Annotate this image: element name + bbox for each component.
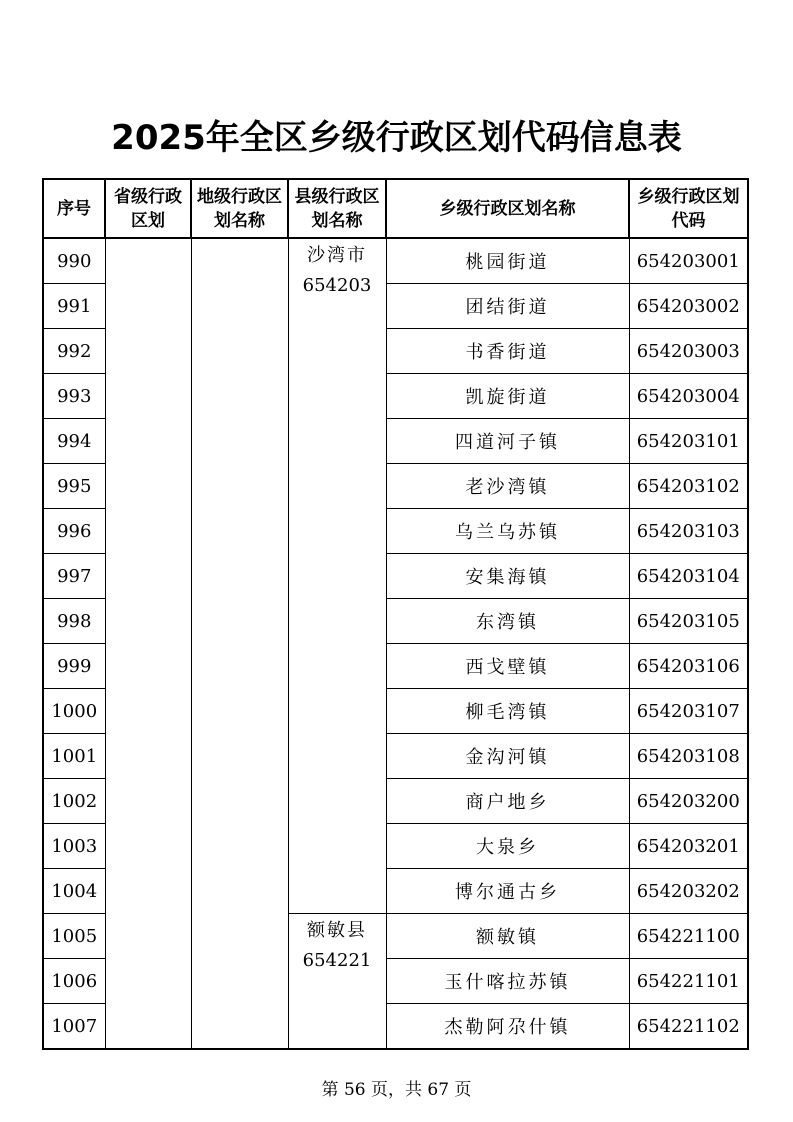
row-township-name-cell: 老沙湾镇 [386,464,629,509]
row-seq-cell: 1004 [43,869,105,914]
row-seq-cell: 991 [43,284,105,329]
row-township-name-cell: 乌兰乌苏镇 [386,509,629,554]
row-township-name-cell: 博尔通古乡 [386,869,629,914]
division-code-table [42,178,749,1050]
province-merged-cell [105,238,191,1049]
county-code: 654203 [302,275,372,296]
row-township-name-cell: 额敏镇 [386,914,629,959]
row-seq-cell: 996 [43,509,105,554]
county-cell [288,914,386,1050]
row-township-code-cell: 654203201 [629,824,748,869]
table-body [43,238,748,1049]
row-seq-cell: 1001 [43,734,105,779]
row-seq-cell: 1000 [43,689,105,734]
county-cell [288,238,386,914]
row-township-code-cell: 654221102 [629,1004,748,1050]
header-seq: 序号 [43,179,105,238]
header-code [629,179,748,238]
row-township-code-cell: 654203107 [629,689,748,734]
header-province-label: 省级行政区划 [114,186,182,231]
row-township-code-cell: 654203106 [629,644,748,689]
row-township-code-cell: 654203202 [629,869,748,914]
row-township-code-cell: 654203104 [629,554,748,599]
row-township-code-cell: 654203003 [629,329,748,374]
row-township-name-cell: 金沟河镇 [386,734,629,779]
header-prefecture-label: 地级行政区划名称 [197,186,282,231]
row-township-code-cell: 654221101 [629,959,748,1004]
row-township-name-cell: 东湾镇 [386,599,629,644]
header-province [105,179,191,238]
header-prefecture [191,179,288,238]
row-township-name-cell: 商户地乡 [386,779,629,824]
row-township-code-cell: 654203103 [629,509,748,554]
row-township-code-cell: 654203200 [629,779,748,824]
header-township: 乡级行政区划名称 [386,179,629,238]
row-seq-cell: 1007 [43,1004,105,1050]
header-code-label: 乡级行政区划代码 [637,186,740,231]
prefecture-merged-cell [191,238,288,1049]
row-seq-cell: 995 [43,464,105,509]
row-township-code-cell: 654203108 [629,734,748,779]
row-township-code-cell: 654203101 [629,419,748,464]
row-seq-cell: 990 [43,238,105,284]
county-name: 额敏县 [307,920,367,941]
row-seq-cell: 997 [43,554,105,599]
row-township-name-cell: 书香街道 [386,329,629,374]
row-township-code-cell: 654203102 [629,464,748,509]
row-seq-cell: 1003 [43,824,105,869]
row-township-name-cell: 玉什喀拉苏镇 [386,959,629,1004]
row-seq-cell: 992 [43,329,105,374]
row-township-name-cell: 杰勒阿尕什镇 [386,1004,629,1050]
header-county-label: 县级行政区划名称 [294,186,380,231]
row-seq-cell: 999 [43,644,105,689]
row-township-name-cell: 凯旋街道 [386,374,629,419]
row-seq-cell: 994 [43,419,105,464]
row-township-code-cell: 654203004 [629,374,748,419]
row-township-code-cell: 654203001 [629,238,748,284]
header-county [288,179,386,238]
row-seq-cell: 993 [43,374,105,419]
row-township-code-cell: 654221100 [629,914,748,959]
row-township-name-cell: 桃园街道 [386,238,629,284]
row-township-name-cell: 柳毛湾镇 [386,689,629,734]
row-seq-cell: 1002 [43,779,105,824]
table-header-row [43,179,748,238]
row-seq-cell: 1006 [43,959,105,1004]
county-name: 沙湾市 [307,245,367,266]
page-title: 2025年全区乡级行政区划代码信息表 [111,118,682,158]
county-code: 654221 [302,950,372,971]
row-township-name-cell: 四道河子镇 [386,419,629,464]
row-township-name-cell: 安集海镇 [386,554,629,599]
row-township-name-cell: 团结街道 [386,284,629,329]
row-township-code-cell: 654203002 [629,284,748,329]
row-seq-cell: 1005 [43,914,105,959]
row-township-name-cell: 大泉乡 [386,824,629,869]
row-township-code-cell: 654203105 [629,599,748,644]
table-row [43,238,748,284]
row-township-name-cell: 西戈壁镇 [386,644,629,689]
page-footer: 第 56 页，共 67 页 [321,1080,472,1100]
row-seq-cell: 998 [43,599,105,644]
